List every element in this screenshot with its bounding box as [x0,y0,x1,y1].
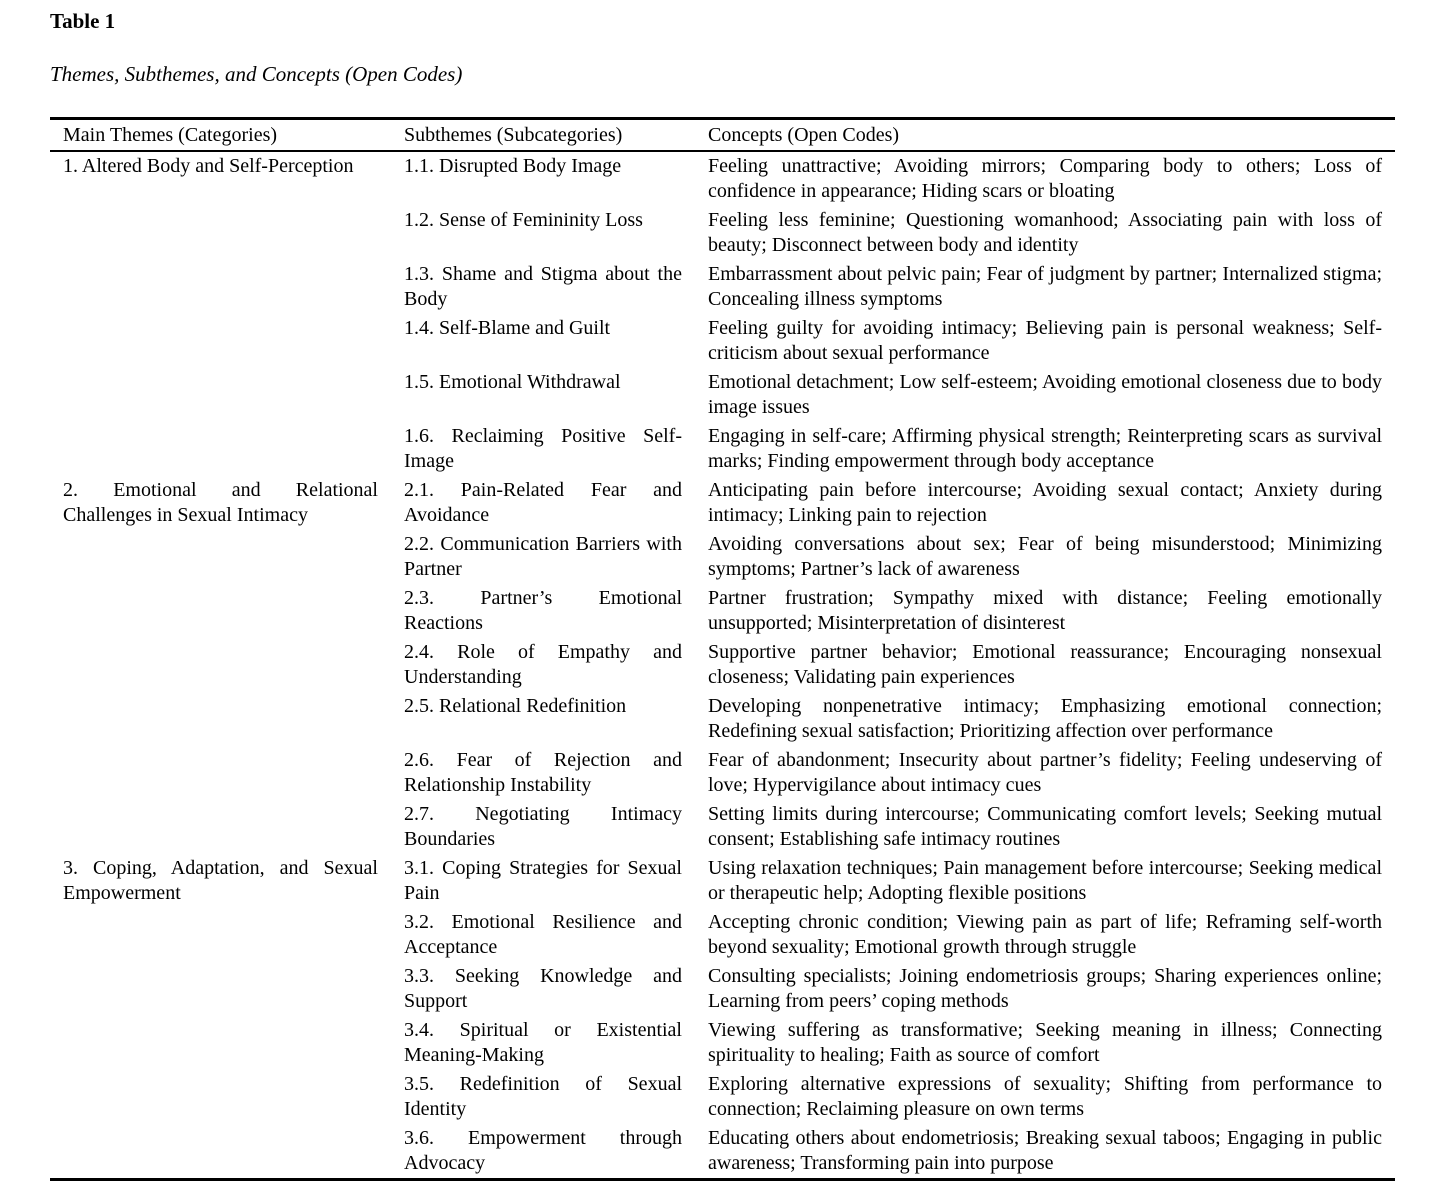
concepts-cell: Anticipating pain before intercourse; Avoiding sexual contact; Anxiety during intimacy; Linking pain to rejection [708,479,1382,526]
header-row [50,119,1395,152]
concepts-cell: Fear of abandonment; Insecurity about partner’s fidelity; Feeling undeserving of love; Hypervigilance about intimacy cues [708,749,1382,796]
concepts-cell: Feeling less feminine; Questioning womanhood; Associating pain with loss of beauty; Disconnect between body and identity [708,209,1382,256]
concepts-cell: Supportive partner behavior; Emotional reassurance; Encouraging nonsexual closeness; Validating pain experiences [708,641,1382,688]
subtheme-cell: 1.4. Self-Blame and Guilt [404,317,611,339]
concepts-cell: Exploring alternative expressions of sexuality; Shifting from performance to connection; Reclaiming pleasure on own terms [708,1073,1382,1120]
subtheme-cell: 3.3. Seeking Knowledge and Support [404,965,682,1012]
concepts-cell: Accepting chronic condition; Viewing pain as part of life; Reframing self-worth beyond sexuality; Emotional growth through struggle [708,911,1382,958]
subtheme-cell: 1.5. Emotional Withdrawal [404,371,621,393]
subtheme-cell: 1.1. Disrupted Body Image [404,155,622,177]
concepts-cell: Viewing suffering as transformative; Seeking meaning in illness; Connecting spirituality to healing; Faith as source of comfort [708,1019,1382,1066]
concepts-cell: Feeling unattractive; Avoiding mirrors; Comparing body to others; Loss of confidence in appearance; Hiding scars or bloating [708,155,1382,202]
concepts-cell: Developing nonpenetrative intimacy; Emphasizing emotional connection; Redefining sexual satisfaction; Prioritizing affection over performance [708,695,1382,742]
column-header-subthemes: Subthemes (Subcategories) [391,119,695,152]
subtheme-cell: 1.3. Shame and Stigma about the Body [404,263,682,310]
table-body [50,151,1395,1180]
concepts-cell: Engaging in self-care; Affirming physical strength; Reinterpreting scars as survival marks; Finding empowerment through body acceptance [708,425,1382,472]
subtheme-cell: 2.7. Negotiating Intimacy Boundaries [404,803,682,850]
main-theme-cell: 3. Coping, Adaptation, and Sexual Empowerment [63,857,378,904]
subtheme-cell: 3.6. Empowerment through Advocacy [404,1127,682,1174]
column-header-concepts: Concepts (Open Codes) [695,119,1395,152]
subtheme-cell: 3.4. Spiritual or Existential Meaning-Making [404,1019,682,1066]
subtheme-cell: 2.3. Partner’s Emotional Reactions [404,587,682,634]
column-header-main-themes: Main Themes (Categories) [50,119,391,152]
subtheme-cell: 2.6. Fear of Rejection and Relationship Instability [404,749,682,796]
subtheme-cell: 3.1. Coping Strategies for Sexual Pain [404,857,682,904]
subtheme-cell: 1.2. Sense of Femininity Loss [404,209,643,231]
subtheme-cell: 3.2. Emotional Resilience and Acceptance [404,911,682,958]
table-row [50,151,1395,206]
subtheme-cell: 3.5. Redefinition of Sexual Identity [404,1073,682,1120]
subtheme-cell: 1.6. Reclaiming Positive Self-Image [404,425,682,472]
subtheme-cell: 2.4. Role of Empathy and Understanding [404,641,682,688]
themes-table [50,117,1395,1181]
concepts-cell: Using relaxation techniques; Pain management before intercourse; Seeking medical or therapeutic help; Adopting flexible positions [708,857,1382,904]
concepts-cell: Embarrassment about pelvic pain; Fear of judgment by partner; Internalized stigma; Concealing illness symptoms [708,263,1382,310]
concepts-cell: Avoiding conversations about sex; Fear of being misunderstood; Minimizing symptoms; Partner’s lack of awareness [708,533,1382,580]
concepts-cell: Educating others about endometriosis; Breaking sexual taboos; Engaging in public awareness; Transforming pain into purpose [708,1127,1382,1174]
subtheme-cell: 2.5. Relational Redefinition [404,695,627,717]
table-caption: Themes, Subthemes, and Concepts (Open Codes) [50,62,463,86]
concepts-cell: Emotional detachment; Low self-esteem; Avoiding emotional closeness due to body image issues [708,371,1382,418]
subtheme-cell: 2.2. Communication Barriers with Partner [404,533,682,580]
table-label: Table 1 [50,9,116,33]
concepts-cell: Feeling guilty for avoiding intimacy; Believing pain is personal weakness; Self-criticism about sexual performance [708,317,1382,364]
main-theme-cell: 1. Altered Body and Self-Perception [63,155,354,177]
main-theme-cell: 2. Emotional and Relational Challenges in Sexual Intimacy [63,479,378,526]
concepts-cell: Partner frustration; Sympathy mixed with distance; Feeling emotionally unsupported; Misinterpretation of disinterest [708,587,1382,634]
table-header [50,119,1395,152]
concepts-cell: Setting limits during intercourse; Communicating comfort levels; Seeking mutual consent; Establishing safe intimacy routines [708,803,1382,850]
concepts-cell: Consulting specialists; Joining endometriosis groups; Sharing experiences online; Learning from peers’ coping methods [708,965,1382,1012]
subtheme-cell: 2.1. Pain-Related Fear and Avoidance [404,479,682,526]
table-row [50,476,1395,530]
table-row [50,854,1395,908]
